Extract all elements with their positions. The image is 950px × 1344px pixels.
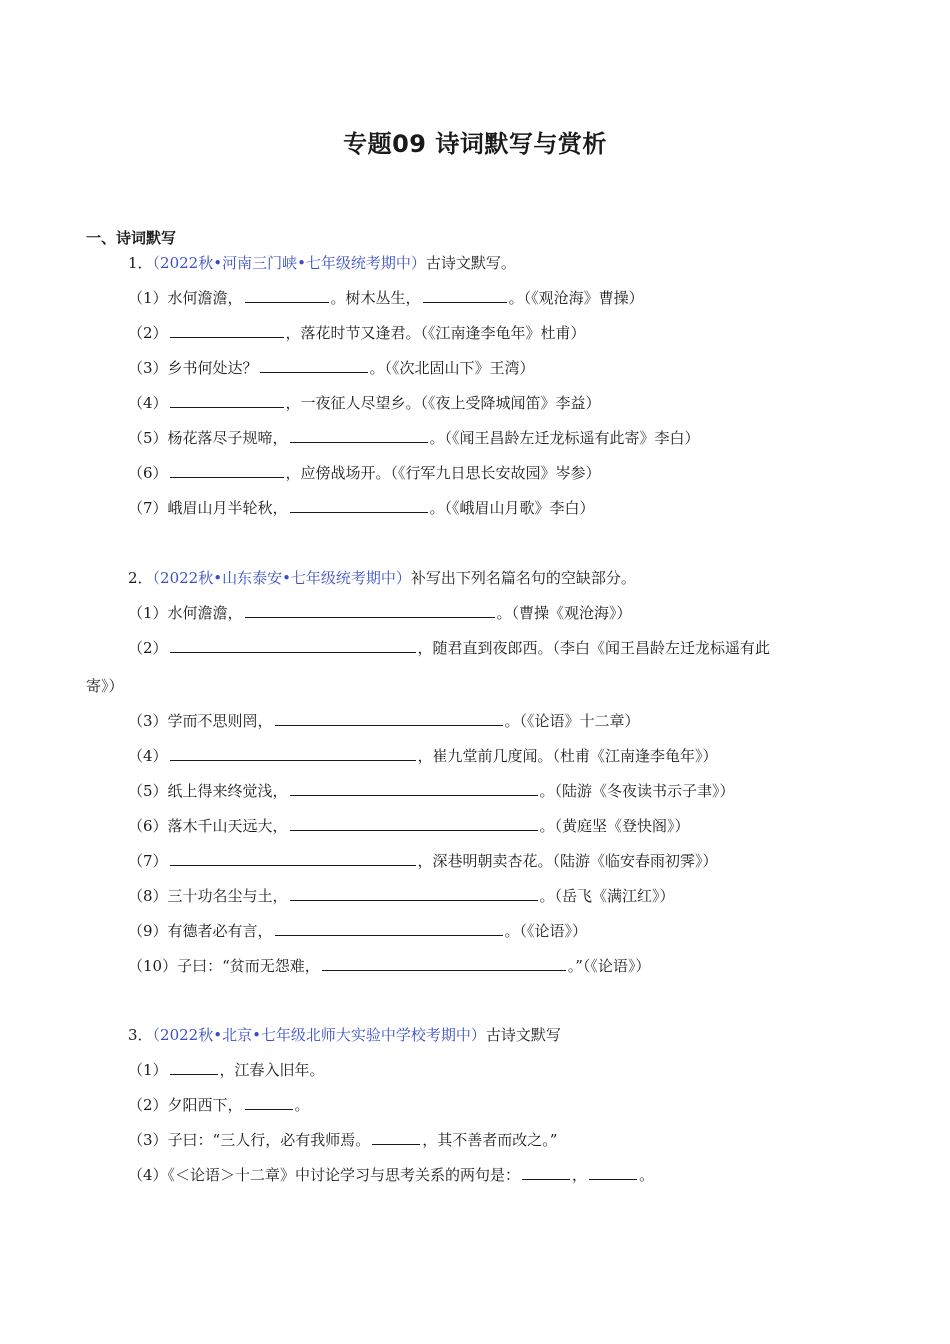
question-1-item: [128, 463, 601, 483]
answer-blank[interactable]: [170, 746, 416, 761]
question-2-item: [128, 816, 690, 836]
answer-blank[interactable]: [290, 816, 538, 831]
item-text: ，江春入旧年。: [219, 1061, 325, 1079]
item-text: （4）: [128, 394, 168, 412]
item-text: 。（《观沧海》曹操）: [508, 289, 644, 307]
item-text: （7）: [128, 852, 168, 870]
item-text: （3）乡书何处达？: [128, 359, 258, 377]
item-text: （3）子曰：“三人行，必有我师焉。: [128, 1131, 371, 1149]
question-3-item: [128, 1060, 325, 1080]
item-text: （5）杨花落尽子规啼，: [128, 429, 288, 447]
question-3-item: [128, 1130, 557, 1150]
item-text: ，其不善者而改之。”: [422, 1131, 558, 1149]
item-text: ，落花时节又逢君。（《江南逢李龟年》杜甫）: [285, 324, 586, 342]
answer-blank[interactable]: [170, 1060, 218, 1075]
answer-blank[interactable]: [275, 921, 503, 936]
item-text: 。（黄庭坚《登快阁》）: [539, 817, 690, 835]
question-2-item: [128, 886, 675, 906]
item-text: 。（《闻王昌龄左迁龙标遥有此寄》李白）: [429, 429, 700, 447]
question-prompt: 古诗文默写: [485, 1026, 561, 1044]
item-text: 。”（《论语》）: [567, 957, 651, 975]
item-text: 。（岳飞《满江红》）: [539, 887, 675, 905]
answer-blank[interactable]: [589, 1165, 637, 1180]
item-text: （5）纸上得来终觉浅，: [128, 782, 288, 800]
question-number: 3．: [128, 1026, 153, 1044]
question-2-item: [128, 851, 718, 871]
item-text: 。（《论语》）: [504, 922, 588, 940]
question-1-item: [128, 428, 700, 448]
question-prompt: 古诗文默写。: [425, 254, 516, 272]
item-text: （8）三十功名尘与土，: [128, 887, 288, 905]
question-2-item: [128, 638, 770, 658]
item-text: 寄》）: [86, 677, 124, 695]
item-text: ，深巷明朝卖杏花。（陆游《临安春雨初霁》）: [417, 852, 718, 870]
item-text: （3）学而不思则罔，: [128, 712, 273, 730]
question-2-item: [128, 921, 587, 941]
item-text: ，随君直到夜郎西。（李白《闻王昌龄左迁龙标遥有此: [417, 639, 771, 657]
answer-blank[interactable]: [170, 463, 284, 478]
item-text: 。（陆游《冬夜读书示子聿》）: [539, 782, 735, 800]
question-prompt: 补写出下列名篇名句的空缺部分。: [410, 569, 636, 587]
answer-blank[interactable]: [170, 393, 284, 408]
item-text: ，应傍战场开。（《行军九日思长安故园》岑参）: [285, 464, 601, 482]
item-text: （4）: [128, 747, 168, 765]
answer-blank[interactable]: [275, 711, 503, 726]
question-1-item: [128, 498, 595, 518]
item-text: 。（《论语》十二章）: [504, 712, 640, 730]
question-1-header: [128, 253, 516, 273]
item-text: （1）水何澹澹，: [128, 604, 243, 622]
question-2-item: [128, 746, 718, 766]
item-text: （6）: [128, 464, 168, 482]
question-2-item: [128, 603, 632, 623]
question-number: 1．: [128, 254, 153, 272]
item-text: 。: [639, 1166, 655, 1184]
question-source: （2022秋•河南三门峡•七年级统考期中）: [152, 254, 426, 272]
answer-blank[interactable]: [260, 358, 368, 373]
question-2-item-continued: [86, 676, 124, 696]
question-source: （2022秋•北京•七年级北师大实验中学校考期中）: [152, 1026, 486, 1044]
item-text: 。树木丛生，: [330, 289, 421, 307]
item-text: 。: [294, 1096, 310, 1114]
question-source: （2022秋•山东泰安•七年级统考期中）: [152, 569, 411, 587]
item-text: 。（《峨眉山月歌》李白）: [429, 499, 595, 517]
item-text: 。（《次北固山下》王湾）: [369, 359, 535, 377]
question-3-header: [128, 1025, 561, 1045]
question-2-header: [128, 568, 636, 588]
answer-blank[interactable]: [290, 428, 428, 443]
item-text: （9）有德者必有言，: [128, 922, 273, 940]
item-text: ，一夜征人尽望乡。（《夜上受降城闻笛》李益）: [285, 394, 601, 412]
answer-blank[interactable]: [290, 886, 538, 901]
item-text: （1）水何澹澹，: [128, 289, 243, 307]
question-1-item: [128, 358, 535, 378]
item-text: 。（曹操《观沧海》）: [496, 604, 632, 622]
answer-blank[interactable]: [245, 1095, 293, 1110]
question-2-item: [128, 711, 640, 731]
page-title: 专题09 诗词默写与赏析: [343, 130, 607, 158]
answer-blank[interactable]: [170, 851, 416, 866]
answer-blank[interactable]: [245, 603, 495, 618]
question-2-item: [128, 956, 650, 976]
item-text: （4）《＜论语＞十二章》中讨论学习与思考关系的两句是：: [128, 1166, 521, 1184]
question-3-item: [128, 1165, 654, 1185]
answer-blank[interactable]: [290, 781, 538, 796]
answer-blank[interactable]: [423, 288, 507, 303]
question-1-item: [128, 323, 586, 343]
section-heading: 一、诗词默写: [86, 229, 177, 247]
question-1-item: [128, 288, 644, 308]
item-text: （2）夕阳西下，: [128, 1096, 243, 1114]
item-text: （6）落木千山天远大，: [128, 817, 288, 835]
answer-blank[interactable]: [322, 956, 566, 971]
answer-blank[interactable]: [522, 1165, 570, 1180]
item-text: （1）: [128, 1061, 168, 1079]
item-text: （2）: [128, 639, 168, 657]
question-2-item: [128, 781, 735, 801]
item-text: （10）子曰：“贫而无怨难，: [128, 957, 320, 975]
question-1-item: [128, 393, 601, 413]
item-text: （7）峨眉山月半轮秋，: [128, 499, 288, 517]
question-3-item: [128, 1095, 310, 1115]
item-text: （2）: [128, 324, 168, 342]
answer-blank[interactable]: [170, 323, 284, 338]
item-text: ，崔九堂前几度闻。（杜甫《江南逢李龟年》）: [417, 747, 718, 765]
answer-blank[interactable]: [372, 1130, 420, 1145]
answer-blank[interactable]: [245, 288, 329, 303]
answer-blank[interactable]: [290, 498, 428, 513]
item-text: ，: [572, 1166, 588, 1184]
question-number: 2．: [128, 569, 153, 587]
answer-blank[interactable]: [170, 638, 416, 653]
